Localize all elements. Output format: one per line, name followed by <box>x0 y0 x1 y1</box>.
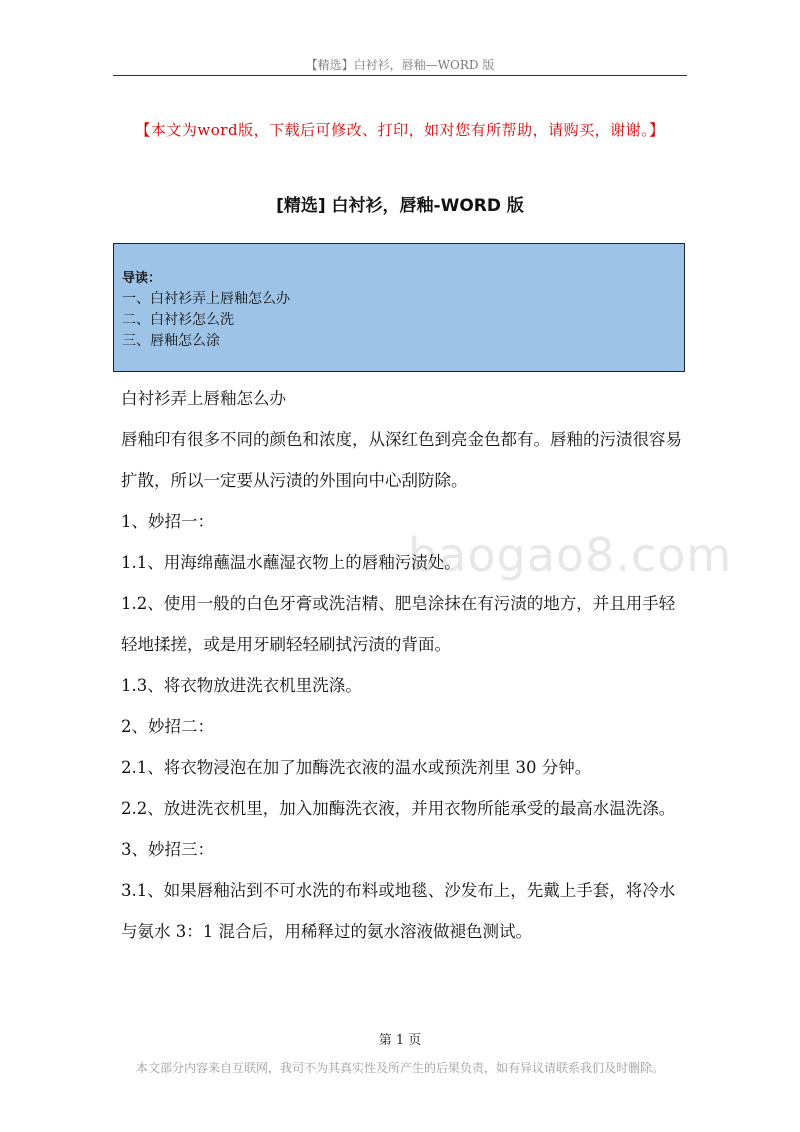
method-step: 1.3、将衣物放进洗衣机里洗涤。 <box>121 676 362 695</box>
document-title: [精选] 白衬衫，唇釉-WORD 版 <box>276 196 524 216</box>
method-step: 3.1、如果唇釉沾到不可水洗的布料或地毯、沙发布上，先戴上手套，将冷水与氨水 3：1 混合后，用稀释过的氨水溶液做褪色测试。 <box>121 881 676 941</box>
watermark: baogao8.com <box>408 528 733 582</box>
body-paragraph: 唇釉印有很多不同的颜色和浓度，从深红色到亮金色都有。唇釉的污渍很容易扩散，所以一定要从污渍的外围向中心刮防除。 <box>121 430 682 490</box>
page-number: 第 1 页 <box>378 1033 422 1048</box>
section-heading: 白衬衫弄上唇釉怎么办 <box>121 389 286 408</box>
guide-item: 二、白衬衫怎么洗 <box>122 312 234 328</box>
guide-item: 三、唇釉怎么涂 <box>122 333 220 349</box>
header-divider <box>113 75 687 76</box>
method-step: 2.1、将衣物浸泡在加了加酶洗衣液的温水或预洗剂里 30 分钟。 <box>121 758 592 777</box>
guide-box <box>113 243 685 372</box>
method-heading: 1、妙招一： <box>121 512 214 531</box>
method-heading: 3、妙招三： <box>121 840 214 859</box>
footer-disclaimer: 本文部分内容来自互联网，我司不为其真实性及所产生的后果负责，如有异议请联系我们及时删除。 <box>135 1061 664 1075</box>
method-heading: 2、妙招二： <box>121 717 214 736</box>
download-notice: 【本文为word版，下载后可修改、打印，如对您有所帮助，请购买，谢谢。】 <box>135 121 665 139</box>
method-step: 2.2、放进洗衣机里，加入加酶洗衣液，并用衣物所能承受的最高水温洗涤。 <box>121 799 676 818</box>
method-step: 1.2、使用一般的白色牙膏或洗洁精、肥皂涂抹在有污渍的地方，并且用手轻轻地揉搓，或是用牙刷轻轻刷拭污渍的背面。 <box>121 594 676 654</box>
guide-item: 一、白衬衫弄上唇釉怎么办 <box>122 291 290 307</box>
guide-heading: 导读： <box>122 271 162 286</box>
document-body <box>121 378 685 952</box>
method-step: 1.1、用海绵蘸温水蘸湿衣物上的唇釉污渍处。 <box>121 553 461 572</box>
page-header: 【精选】白衬衫，唇釉—WORD 版 <box>305 58 495 72</box>
